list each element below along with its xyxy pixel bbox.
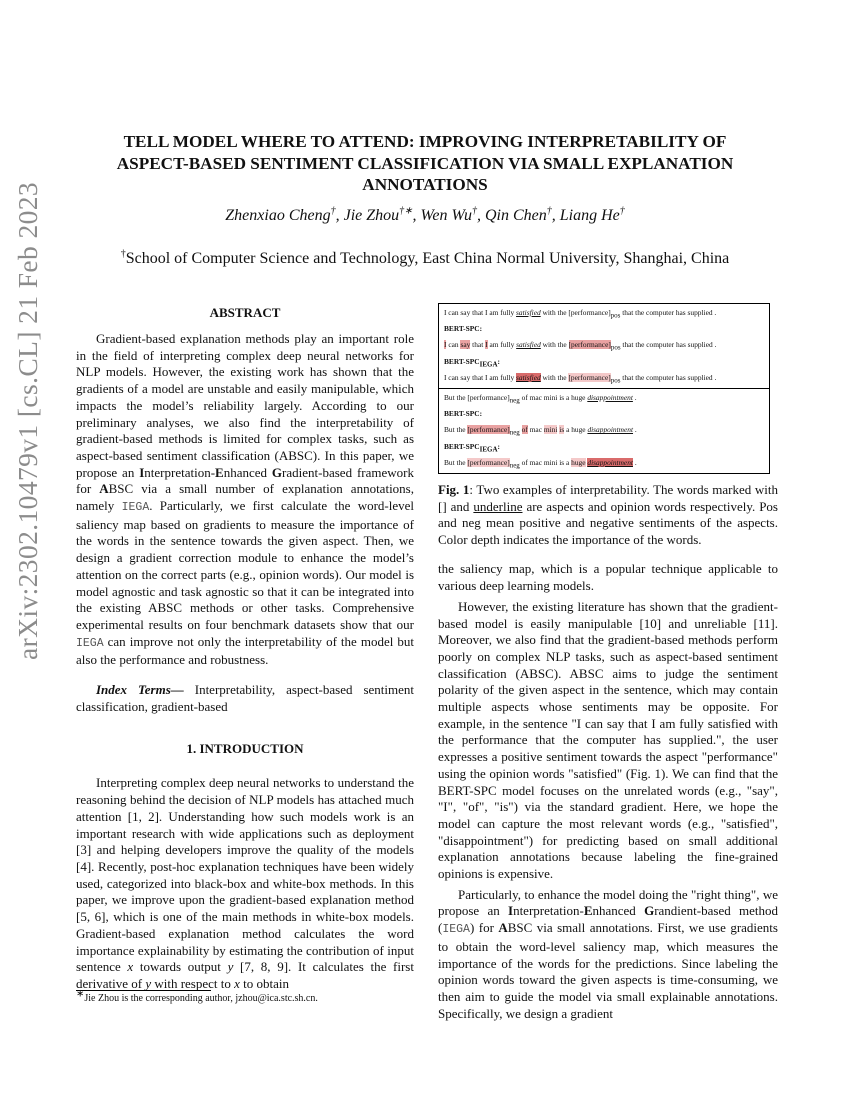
fig-word: with the bbox=[542, 372, 567, 382]
fig-text: I can say that I am fully bbox=[444, 308, 517, 317]
fig-word: that bbox=[472, 340, 484, 350]
figure-caption bbox=[438, 482, 778, 548]
fig-word: mac bbox=[529, 425, 542, 435]
author-mark: † bbox=[546, 205, 552, 217]
abstract-heading: ABSTRACT bbox=[209, 305, 281, 320]
acronym-letter: I bbox=[508, 903, 514, 919]
footnote bbox=[76, 988, 416, 1004]
abstract-part: . Particularly, we first calculate the word-level saliency map based on gradients to measure the importance of the words in the sentence towards the given aspect. Then, we design a gradient correction module to enhance the model’s attention on the correct parts (e.g., opinion words). Our model is model agnostic and task agnostic so that it can be integrated into the existing ABSC methods or other tasks. Comprehensive experimental results on four benchmark datasets show that our bbox=[76, 498, 415, 632]
highlighted-word: [performance] bbox=[467, 457, 510, 467]
bert-saliency-row bbox=[444, 422, 764, 438]
affiliation bbox=[100, 250, 750, 268]
figure-1 bbox=[438, 303, 770, 474]
polarity-label: neg bbox=[509, 396, 520, 405]
author-mark: † bbox=[471, 205, 477, 217]
fig-text: But the [performance] bbox=[444, 393, 510, 403]
title-line: ANNOTATIONS bbox=[362, 175, 488, 194]
body-part: BSC via small annotations. First, we use gradients to obtain the word-level saliency map, which measures the importance of the words for the predictions. Since labeling the opinion words toward the given aspects is time-consuming, we then aim to guide the model via small explainable annotations. Specifically, we design a gradient bbox=[438, 920, 778, 1021]
math-variable: x bbox=[127, 959, 134, 975]
iega-saliency-row bbox=[444, 455, 764, 471]
polarity-label: neg bbox=[509, 461, 520, 470]
polarity-label: pos bbox=[610, 376, 621, 385]
author-name: Wen Wu bbox=[420, 207, 472, 224]
abstract-part: can improve not only the interpretability of the model but also the performance and robustness. bbox=[76, 633, 414, 668]
method-name: IEGA bbox=[76, 636, 104, 650]
intro-part: to obtain bbox=[239, 975, 290, 991]
footnote-rule bbox=[76, 990, 211, 991]
model-label-base: BERT-SPC bbox=[444, 356, 480, 366]
math-variable: x bbox=[234, 975, 240, 991]
intro-part: [7, 8, 9]. It calculates the first derivative of bbox=[76, 959, 414, 991]
highlighted-opinion-word: satisfied bbox=[516, 372, 541, 382]
opinion-word: satisfied bbox=[516, 308, 541, 317]
body-paragraph: the saliency map, which is a popular technique applicable to various deep learning models. bbox=[438, 561, 778, 594]
highlighted-word: [performance] bbox=[467, 425, 510, 435]
body-paragraph bbox=[438, 887, 778, 1023]
highlighted-word: [performance] bbox=[568, 340, 611, 350]
model-label: BERT-SPC: bbox=[444, 409, 483, 419]
fig-word: that the computer has supplied . bbox=[622, 372, 717, 382]
caption-underline-word: underline bbox=[473, 498, 523, 514]
abstract-part: radient-based framework for bbox=[76, 464, 414, 497]
fig-word: But the bbox=[444, 457, 466, 467]
acronym-letter: I bbox=[139, 464, 145, 480]
polarity-label: neg bbox=[509, 428, 520, 437]
fig-text: that the computer has supplied . bbox=[620, 308, 717, 317]
title-line: TELL MODEL WHERE TO ATTEND: IMPROVING INTERPRETABILITY OF bbox=[123, 132, 727, 151]
author-list: Zhenxiao Cheng†, Jie Zhou†∗, Wen Wu†, Qin Chen†, Liang He† bbox=[225, 205, 625, 224]
author-name: Zhenxiao Cheng bbox=[225, 207, 331, 224]
body-part: ) for bbox=[469, 920, 499, 936]
caption-part: : Two examples of interpretability. The words marked with [] and bbox=[438, 482, 778, 514]
highlighted-word: is bbox=[559, 425, 565, 435]
author-name: Jie Zhou bbox=[343, 207, 400, 224]
intro-paragraph bbox=[76, 775, 414, 992]
opinion-word: disappointment bbox=[587, 425, 634, 435]
author-mark: †∗ bbox=[399, 205, 413, 217]
iega-saliency-row bbox=[444, 370, 764, 386]
polarity-label: pos bbox=[610, 311, 621, 320]
body-part: nhanced bbox=[592, 903, 645, 919]
bert-saliency-row bbox=[444, 337, 764, 353]
highlighted-word: [performance] bbox=[568, 372, 611, 382]
example-sentence bbox=[444, 305, 764, 321]
method-name: IEGA bbox=[121, 501, 150, 515]
acronym-letter: E bbox=[583, 903, 593, 919]
intro-part: towards output bbox=[133, 959, 228, 975]
example-sentence bbox=[444, 390, 764, 406]
affiliation-mark: † bbox=[120, 248, 126, 260]
intro-part: with respect to bbox=[151, 975, 235, 991]
affiliation-text: School of Computer Science and Technology, East China Normal University, Shanghai, China bbox=[125, 250, 730, 267]
acronym-letter: A bbox=[498, 920, 508, 936]
highlighted-word: of bbox=[521, 425, 528, 435]
figure-label: Fig. 1 bbox=[438, 482, 470, 498]
figure-example-2 bbox=[439, 388, 769, 473]
body-part: nterpretation- bbox=[513, 903, 584, 919]
fig-word: But the bbox=[444, 425, 466, 435]
left-column bbox=[76, 305, 414, 993]
highlighted-word: I bbox=[444, 340, 447, 350]
abstract-text bbox=[76, 331, 414, 669]
index-terms-text: Interpretability, aspect-based sentiment classification, gradient-based bbox=[76, 682, 414, 714]
body-paragraph: However, the existing literature has shown that the gradient-based model is easily manipulable [10] and unreliable [11]. Moreover, we also find that the gradient-based methods perform poorly on complex NLP tasks, such as aspect-based sentiment classification (ABSC). ABSC aims to judge the sentiment polarity of the given aspect in the sentence, which may contain multiple aspects whose sentiments may be opposite. For example, in the sentence "I can say that I am fully satisfied with the performance that the computer has supplied.", the user expresses a positive sentiment towards the aspect "performance" using the opinion words "satisfied" (Fig. 1). We can find that the BERT-SPC model focuses on the unrelated words (e.g., "say", "I", "of", "is") via the standard gradient. Here, we hope the model can capture the most relevant words (e.g., "satisfied", "disappointment") for predicting based on small additional explanation annotations because labeling the fine-grained opinions is expensive. bbox=[438, 598, 778, 882]
footnote-mark: ∗ bbox=[76, 988, 85, 1000]
intro-heading: 1. INTRODUCTION bbox=[186, 741, 304, 757]
footnote-text: Jie Zhou is the corresponding author, jzhou@ica.stc.sh.cn. bbox=[84, 993, 318, 1004]
opinion-word: disappointment bbox=[587, 393, 633, 403]
opinion-word: satisfied bbox=[516, 340, 541, 350]
fig-word: can bbox=[448, 340, 459, 350]
author-name: Liang He bbox=[559, 207, 620, 224]
intro-part: Interpreting complex deep neural networks to understand the reasoning behind the decision of NLP models has attached much attention [1, 2]. Understanding how such models work is an important research with wide applications such as deployment [3] and helping developers improve the quality of the models [4]. Recently, post-hoc explanation techniques have been widely used, categorized into black-box and white-box methods. In this paper, we improve upon the gradient-based explanation method [5, 6], which is one of the main methods in white-box models. Gradient-based explanation method calculates the word importance explainability by estimating the contribution of input sentence bbox=[76, 775, 414, 975]
fig-text: with the [performance] bbox=[540, 308, 611, 317]
author-name: Qin Chen bbox=[484, 207, 547, 224]
highlighted-word: mini bbox=[543, 425, 558, 435]
acronym-letter: G bbox=[271, 464, 283, 480]
model-label: BERT-$SPC_{IEGA}$: bbox=[444, 441, 500, 454]
fig-word: am fully bbox=[489, 340, 515, 350]
polarity-label: pos bbox=[610, 343, 621, 352]
model-label-base: BERT-SPC bbox=[444, 441, 480, 451]
math-variable: y bbox=[227, 959, 234, 975]
index-terms-label: Index Terms— bbox=[96, 682, 184, 698]
fig-text: . bbox=[632, 393, 637, 403]
acronym-letter: E bbox=[215, 464, 224, 480]
model-label-sub: IEGA bbox=[479, 360, 498, 369]
index-terms bbox=[76, 682, 414, 715]
right-column bbox=[438, 303, 778, 1022]
model-label: BERT-SPC: bbox=[444, 324, 483, 334]
highlighted-word: huge bbox=[571, 457, 586, 467]
author-mark: † bbox=[619, 205, 625, 217]
figure-example-1 bbox=[439, 304, 769, 388]
author-mark: † bbox=[330, 205, 336, 217]
abstract-part: nhanced bbox=[223, 464, 272, 480]
acronym-letter: G bbox=[644, 903, 655, 919]
abstract-part: nterpretation- bbox=[144, 464, 216, 480]
highlighted-word: say bbox=[460, 340, 471, 350]
model-label: BERT-$SPC_{IEGA}$: bbox=[444, 356, 500, 369]
fig-text: of mac mini is a huge bbox=[519, 393, 588, 403]
fig-word: a huge bbox=[566, 425, 586, 435]
acronym-letter: A bbox=[99, 481, 109, 497]
fig-word: . bbox=[634, 425, 637, 435]
title-line: ASPECT-BASED SENTIMENT CLASSIFICATION VIA SMALL EXPLANATION bbox=[116, 153, 734, 173]
highlighted-opinion-word: disappointment bbox=[587, 457, 633, 467]
arxiv-identifier: arXiv:2302.10479v1 [cs.CL] 21 Feb 2023 bbox=[12, 181, 43, 660]
body-part: Particularly, to enhance the model doing the "right thing", we propose an bbox=[438, 886, 778, 919]
body-part: randient-based method ( bbox=[438, 903, 778, 936]
paper-title bbox=[110, 131, 740, 196]
fig-word: . bbox=[634, 457, 637, 467]
fig-word: I can say that I am fully bbox=[444, 372, 515, 382]
abstract-part: Gradient-based explanation methods play an important role in the field of interpreting complex deep neural networks for NLP models. However, the existing work has shown that the gradients of a model are unstable and easily manipulable, which impacts the model’s reliability largely. According to our preliminary analyses, we also find the interpretability of gradient-based methods is limited for complex tasks, such as aspect-based sentiment classification (ABSC). In this paper, we propose an bbox=[76, 331, 414, 480]
fig-word: with the bbox=[542, 340, 567, 350]
model-label-sub: IEGA bbox=[479, 445, 498, 454]
abstract-part: BSC via a small number of explanation annotations, namely bbox=[76, 481, 414, 514]
fig-word: that the computer has supplied . bbox=[622, 340, 717, 350]
math-variable: y bbox=[145, 975, 152, 991]
caption-part: are aspects and opinion words respectively. Pos and neg mean positive and negative sentiments of the aspects. Color depth indicates the importance of the words. bbox=[438, 498, 778, 547]
method-name: IEGA bbox=[442, 923, 470, 937]
fig-word: of mac mini is a bbox=[521, 457, 570, 467]
highlighted-word: I bbox=[485, 340, 488, 350]
